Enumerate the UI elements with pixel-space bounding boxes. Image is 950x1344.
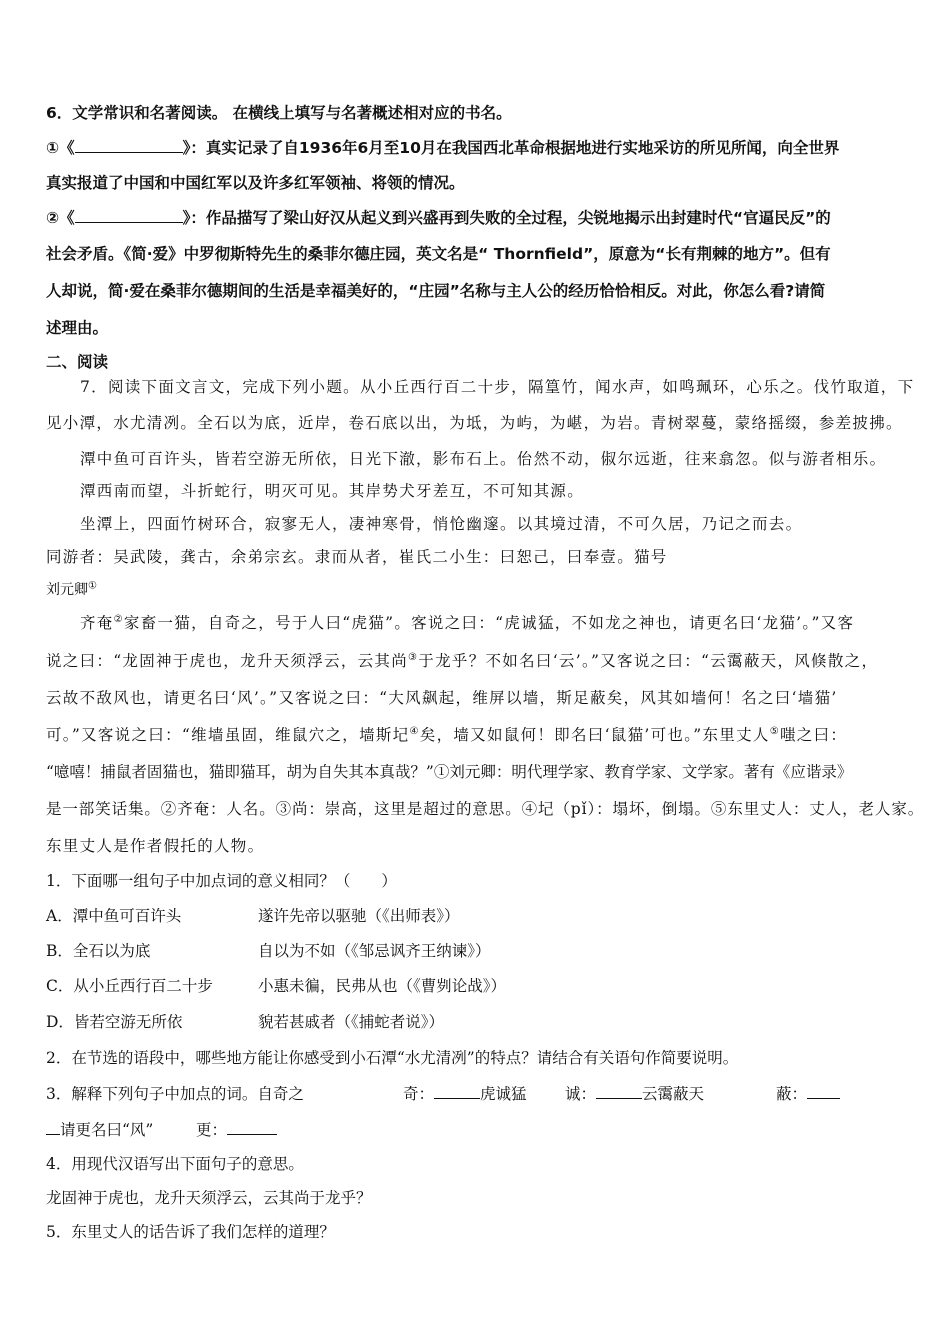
option-d — [46, 1012, 916, 1032]
cat-line3: 云故不敌风也，请更名曰‘风’。”又客说之曰：“大风飙起，维屏以墙，斯足蔽矣，风其如墙何！名之曰‘墙猫’ — [46, 689, 838, 707]
q3-blank-cheng[interactable] — [596, 1083, 642, 1099]
sub-question-4-sentence: 龙固神于虎也，龙升天须浮云，云其尚于龙乎？ — [46, 1189, 372, 1207]
cat-line1-b: 家畜一猫，自奇之，号于人曰“虎猫”。客说之曰：“虎诚猛，不如龙之神也，请更名曰‘龙猫’。”又客 — [123, 614, 855, 632]
q7-p3: 潭西南而望，斗折蛇行，明灭可见。其岸势犬牙差互，不可知其源。 — [80, 482, 585, 500]
q6-item2-prefix: ②《 — [46, 209, 75, 227]
q6-item2-line2: 社会矛盾。《简·爱》中罗彻斯特先生的桑菲尔德庄园，英文名是“ Thornfield”，原意为“长有荆棘的地方”。但有 — [46, 245, 831, 263]
answer-blank-2[interactable] — [75, 207, 183, 223]
sub-question-3 — [46, 1083, 916, 1104]
sub-question-2: 2．在节选的语段中，哪些地方能让你感受到小石潭“水尤清冽”的特点？请结合有关语句作简要说明。 — [46, 1049, 739, 1067]
author-name: 刘元卿 — [46, 582, 88, 598]
answer-blank-1[interactable] — [75, 137, 183, 153]
option-c-right: 小惠未徧，民弗从也（《曹刿论战》） — [258, 977, 507, 995]
footnote-mark-1: ① — [88, 580, 97, 592]
q3-label-bi: 蔽： — [776, 1085, 808, 1103]
q3-blank-bi[interactable] — [807, 1083, 840, 1099]
sub-question-4: 4．用现代汉语写出下面句子的意思。 — [46, 1155, 304, 1173]
sub-question-3-text: 3．解释下列句子中加点的词。自奇之 — [46, 1085, 304, 1103]
q6-item1-prefix: ①《 — [46, 139, 75, 157]
q3-label-cheng: 诚： — [565, 1085, 597, 1103]
q6-heading: 6．文学常识和名著阅读。 在横线上填写与名著概述相对应的书名。 — [46, 104, 512, 122]
option-a — [46, 906, 916, 926]
q3-context-cheng: 云霭蔽天 — [642, 1085, 705, 1103]
option-c-left: C．从小丘西行百二十步 — [46, 977, 213, 995]
q7-p1-line1: 7．阅读下面文言文，完成下列小题。从小丘西行百二十步，隔篁竹，闻水声，如鸣珮环，心乐之。伐竹取道，下 — [80, 378, 915, 396]
option-b-left: B．全石以为底 — [46, 942, 151, 960]
cat-line4-b: 矣，墙又如鼠何！即名曰‘鼠猫’可也。”东里丈人 — [419, 726, 770, 744]
cat-line4 — [46, 725, 916, 745]
option-a-left: A．潭中鱼可百许头 — [46, 907, 182, 925]
footnote-mark-3: ③ — [408, 651, 419, 663]
cat-line2-b: 于龙乎？不如名曰‘云’。”又客说之曰：“云霭蔽天，风倏散之， — [418, 652, 879, 670]
q7-p5: 同游者：吴武陵，龚古，余弟宗玄。隶而从者，崔氏二小生：曰恕己，曰奉壹。猫号 — [46, 548, 668, 566]
sub-question-3-line2 — [46, 1119, 916, 1140]
q7-p4: 坐潭上，四面竹树环合，寂寥无人，凄神寒骨，悄怆幽邃。以其境过清，不可久居，乃记之而去。 — [80, 515, 803, 533]
poem-author — [46, 580, 916, 600]
option-d-left: D．皆若空游无所依 — [46, 1013, 183, 1031]
q7-p2: 潭中鱼可百许头，皆若空游无所依，日光下澈，影布石上。佁然不动，俶尔远逝，往来翕忽。似与游者相乐。 — [80, 450, 887, 468]
footnote-mark-4: ④ — [409, 725, 420, 737]
section-title: 二、阅读 — [46, 353, 109, 371]
option-d-right: 貌若甚戚者（《捕蛇者说》） — [258, 1013, 445, 1031]
cat-line2 — [46, 651, 916, 671]
q6-item2-text: 》：作品描写了梁山好汉从起义到兴盛再到失败的全过程，尖锐地揭示出封建时代“官逼民反”的 — [182, 209, 831, 227]
footnote-mark-2: ② — [113, 613, 124, 625]
cat-line2-a: 说之曰：“龙固神于虎也，龙升天须浮云，云其尚 — [46, 652, 409, 670]
q3-context-qi: 虎诚猛 — [480, 1085, 527, 1103]
option-c — [46, 976, 916, 996]
option-b — [46, 941, 916, 961]
cat-line5: “噫嘻！捕鼠者固猫也，猫即猫耳，胡为自失其本真哉？”①刘元卿：明代理学家、教育学家、文学家。著有《应谐录》 — [46, 763, 853, 781]
q7-p1-line2: 见小潭，水尤清冽。全石以为底，近岸，卷石底以出，为坻，为屿，为嵁，为岩。青树翠蔓，蒙络摇缀，参差披拂。 — [46, 414, 903, 432]
cat-line7: 东里丈人是作者假托的人物。 — [46, 837, 265, 855]
q3-context-bi: 请更名曰“风” — [60, 1121, 154, 1139]
cat-line6: 是一部笑话集。②齐奄：人名。③尚：崇高，这里是超过的意思。④圮（pǐ）：塌坏，倒塌。⑤东里丈人：丈人，老人家。 — [46, 800, 925, 818]
cat-line1 — [80, 613, 916, 633]
q6-item1-text: 》：真实记录了自1936年6月至10月在我国西北革命根据地进行实地采访的所见所闻，向全世界 — [182, 139, 840, 157]
cat-line4-a: 可。”又客说之曰：“维墙虽固，维鼠穴之，墙斯圮 — [46, 726, 410, 744]
cat-line1-a: 齐奄 — [80, 614, 114, 632]
sub-question-1: 1．下面哪一组句子中加点词的意义相同？（ ） — [46, 872, 397, 890]
q3-blank-bi-cont[interactable] — [46, 1119, 60, 1135]
q3-blank-qi[interactable] — [434, 1083, 480, 1099]
q6-item2 — [46, 207, 916, 228]
q3-blank-geng[interactable] — [227, 1119, 277, 1135]
q3-label-qi: 奇： — [403, 1085, 435, 1103]
q6-item2-line3: 人却说，简·爱在桑菲尔德期间的生活是幸福美好的，“庄园”名称与主人公的经历恰恰相反。对此，你怎么看?请简 — [46, 282, 826, 300]
footnote-mark-5: ⑤ — [769, 725, 780, 737]
q6-item2-line4: 述理由。 — [46, 319, 109, 337]
option-b-right: 自以为不如（《邹忌讽齐王纳谏》） — [258, 942, 491, 960]
q3-label-geng: 更： — [196, 1121, 228, 1139]
sub-question-5: 5．东里丈人的话告诉了我们怎样的道理？ — [46, 1223, 335, 1241]
q6-item1 — [46, 137, 916, 158]
option-a-right: 遂许先帝以驱驰（《出师表》） — [258, 907, 460, 925]
q6-item1-line2: 真实报道了中国和中国红军以及许多红军领袖、将领的情况。 — [46, 174, 465, 192]
cat-line4-c: 嗤之曰： — [779, 726, 848, 744]
